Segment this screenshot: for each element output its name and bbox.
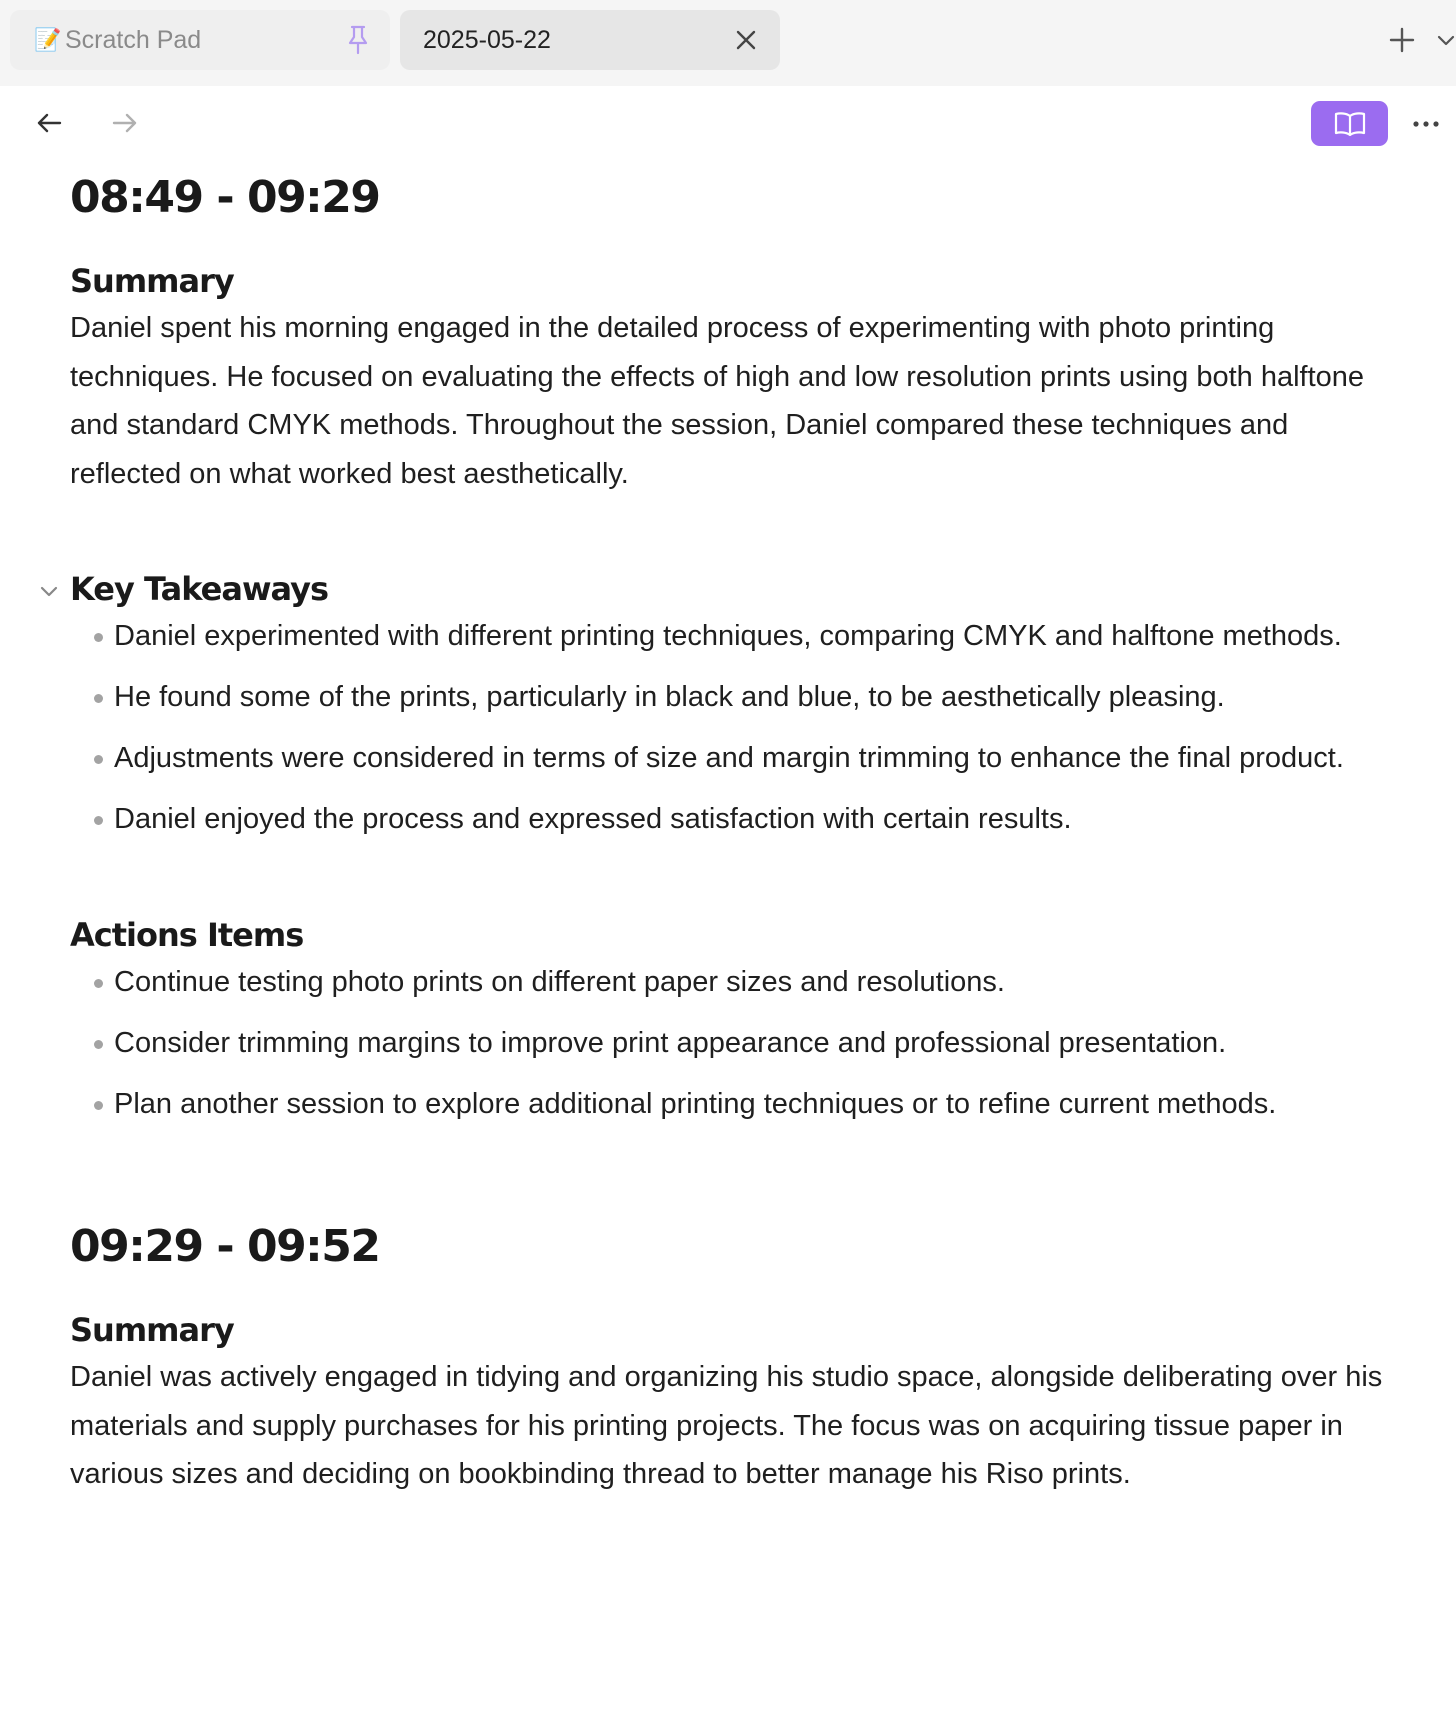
- list-item-text: Adjustments were considered in terms of size and margin trimming to enhance the final product.: [114, 742, 1344, 774]
- list-item: [70, 612, 1390, 661]
- plus-icon[interactable]: [1388, 26, 1416, 54]
- bullet-icon: [94, 1101, 103, 1110]
- list-item: [70, 734, 1390, 783]
- arrow-right-icon[interactable]: [110, 108, 140, 138]
- time-block-heading: 09:29 - 09:52: [70, 1221, 380, 1272]
- bullet-icon: [94, 979, 103, 988]
- summary-heading: Summary: [70, 262, 234, 300]
- list-item-text: Daniel experimented with different printing techniques, comparing CMYK and halftone methods.: [114, 620, 1342, 652]
- book-open-icon: [1334, 111, 1366, 137]
- list-item: [70, 795, 1390, 844]
- close-icon[interactable]: [734, 28, 758, 52]
- key-takeaways-section: [70, 566, 1390, 612]
- summary-heading: Summary: [70, 1311, 234, 1349]
- tab-current-note[interactable]: [400, 10, 780, 70]
- list-item-text: Continue testing photo prints on different paper sizes and resolutions.: [114, 966, 1005, 998]
- tab-bar: [0, 0, 1456, 86]
- chevron-down-icon[interactable]: [1436, 30, 1456, 50]
- tab-label: Scratch Pad: [65, 26, 202, 54]
- tab-label: 2025-05-22: [423, 26, 551, 54]
- summary-text: Daniel spent his morning engaged in the detailed process of experimenting with photo printing techniques. He focused on evaluating the effects of high and low resolution prints using both halftone and standard CMYK methods. Throughout the session, Daniel compared these techniques and reflected on what worked best aesthetically.: [70, 312, 1365, 490]
- action-items-list: [70, 958, 1390, 1129]
- list-item: [70, 1080, 1390, 1129]
- note-content: [70, 160, 1390, 1499]
- bullet-icon: [94, 816, 103, 825]
- list-item-text: He found some of the prints, particularly in black and blue, to be aesthetically pleasing.: [114, 681, 1225, 713]
- pin-icon[interactable]: [344, 24, 372, 56]
- reading-view-button[interactable]: [1311, 101, 1388, 146]
- bullet-icon: [94, 694, 103, 703]
- list-item: [70, 673, 1390, 722]
- time-block-heading: 08:49 - 09:29: [70, 172, 380, 223]
- arrow-left-icon[interactable]: [34, 108, 64, 138]
- list-item: [70, 1019, 1390, 1068]
- list-item-text: Consider trimming margins to improve print appearance and professional presentation.: [114, 1027, 1227, 1059]
- list-item-text: Daniel enjoyed the process and expressed satisfaction with certain results.: [114, 803, 1072, 835]
- list-item-text: Plan another session to explore additional printing techniques or to refine current methods.: [114, 1088, 1277, 1120]
- chevron-down-icon[interactable]: [38, 580, 60, 602]
- summary-text: Daniel was actively engaged in tidying and organizing his studio space, alongside deliberating over his materials and supply purchases for his printing projects. The focus was on acquiring tissue paper in various sizes and deciding on bookbinding thread to better manage his Riso prints.: [70, 1361, 1383, 1490]
- key-takeaways-heading: Key Takeaways: [70, 570, 329, 608]
- bullet-icon: [94, 1040, 103, 1049]
- list-item: [70, 958, 1390, 1007]
- bullet-icon: [94, 755, 103, 764]
- key-takeaways-list: [70, 612, 1390, 844]
- bullet-icon: [94, 633, 103, 642]
- tab-scratch-pad[interactable]: [10, 10, 390, 70]
- action-items-heading: Actions Items: [70, 916, 304, 954]
- memo-icon: 📝: [34, 27, 62, 52]
- more-options-icon[interactable]: [1410, 110, 1442, 138]
